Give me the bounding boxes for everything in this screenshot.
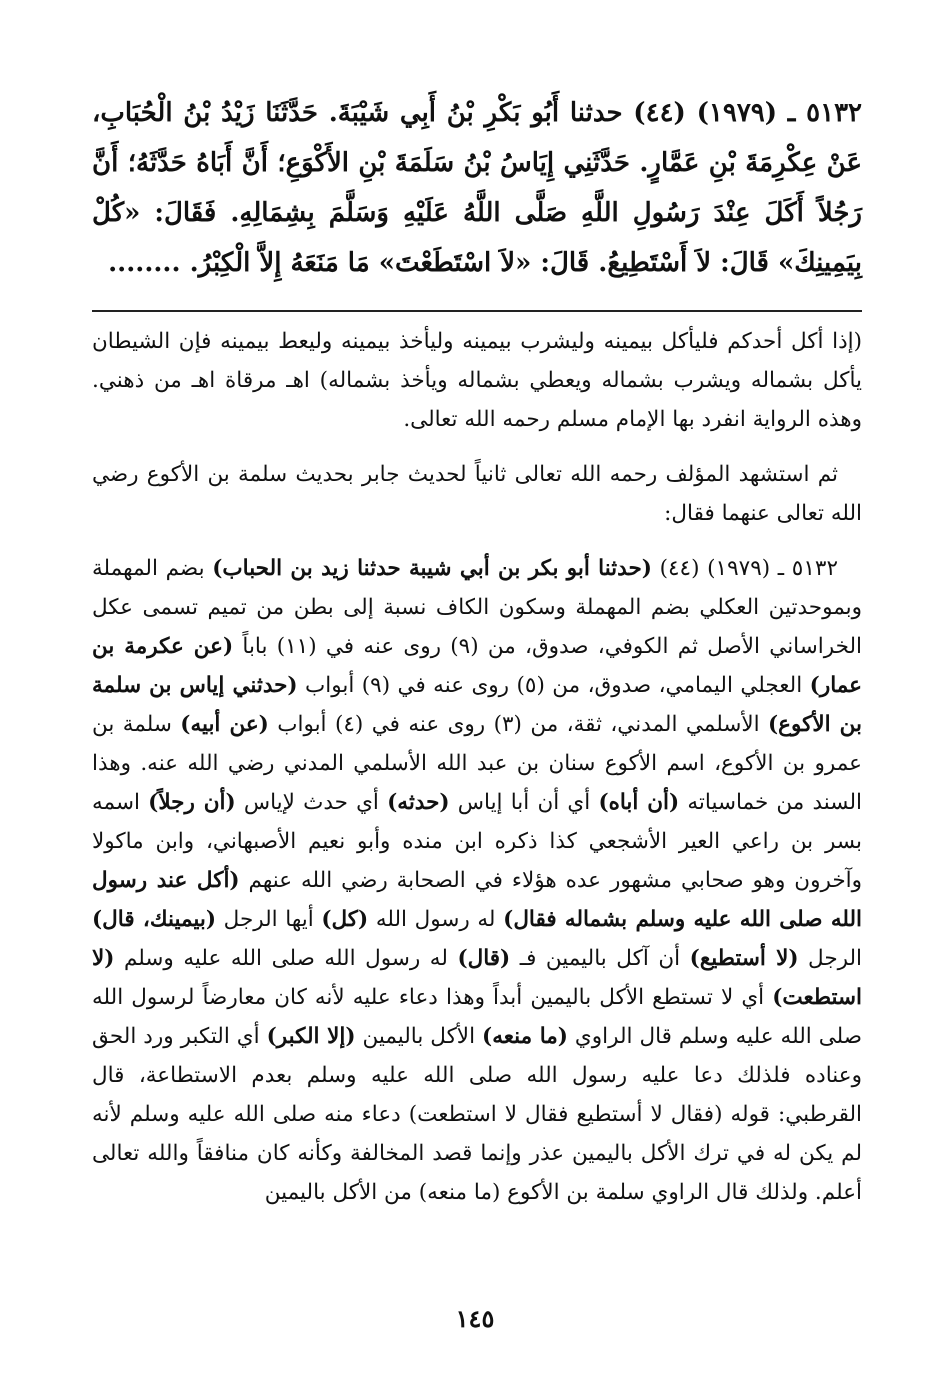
quoted-phrase: (أكل عند رسول الله صلى الله عليه وسلم بشماله فقال) bbox=[92, 868, 863, 932]
narration-chain: (عن أبيه) bbox=[180, 712, 269, 737]
explanation-text: أي أن أبا إياس bbox=[449, 790, 599, 815]
explanation-text: أي التكبر ورد الحق وعناده فلذلك دعا عليه رسول الله صلى الله عليه وسلم بعدم الاستطاعة، قال القرطبي: قوله (فقال لا أستطيع فقال لا استطعت) دعاء منه صلى الله عليه وسلم لأنه لم يكن له في ترك الأكل باليمين عذر وإنما قصد المخالفة وكأنه كان منافقاً والله تعالى أعلم. ولذلك قال الراوي سلمة بن الأكوع (ما منعه) من الأكل باليمين bbox=[92, 1024, 862, 1205]
explanation-text: أن آكل باليمين فـ bbox=[510, 946, 690, 971]
explanation-text: له رسول الله صلى الله عليه وسلم bbox=[114, 946, 458, 971]
narration-chain: (حدثنا أبو بكر بن أبي شيبة حدثنا زيد بن الحباب) bbox=[212, 556, 652, 581]
quoted-phrase: (ما منعه) bbox=[482, 1024, 568, 1049]
explanation-text: الأكل باليمين bbox=[355, 1024, 483, 1049]
narration-chain: (عن عكرمة بن عمار) bbox=[92, 634, 863, 698]
commentary-paragraph-3 bbox=[92, 549, 862, 1212]
quoted-phrase: (حدثه) bbox=[387, 790, 450, 815]
page-number: ١٤٥ bbox=[455, 1304, 495, 1333]
narration-chain: (حدثني إياس بن سلمة بن الأكوع) bbox=[92, 673, 862, 737]
narrator-note: الأسلمي المدني، ثقة، من (٣) روى عنه في (٤) أبواب bbox=[268, 712, 768, 737]
commentary-paragraph-1: (إذا أكل أحدكم فليأكل بيمينه وليشرب بيمينه وليأخذ بيمينه وليعط بيمينه فإن الشيطان يأكل بشماله ويشرب بشماله ويعطي بشماله ويأخذ بشماله) اهـ مرقاة اهـ من ذهني. وهذه الرواية انفرد بها الإمام مسلم رحمه الله تعالى. bbox=[92, 329, 862, 432]
explanation-text: له رسول الله bbox=[368, 907, 504, 932]
quoted-phrase: (لا استطعت) bbox=[92, 946, 862, 1010]
narrator-note: بضم المهملة وبموحدتين العكلي بضم المهملة وسكون الكاف نسبة إلى بطن من تميم تسمى عكل الخراساني الأصل ثم الكوفي، صدوق، من (٩) روى عنه في (١١) باباً bbox=[92, 556, 862, 659]
narrator-note: سلمة بن عمرو بن الأكوع، اسم الأكوع سنان بن عبد الله الأسلمي المدني رضي الله عنه. وهذا السند من خماسياته bbox=[92, 712, 863, 815]
explanation-text: أيها الرجل bbox=[216, 907, 322, 932]
footnote-divider bbox=[92, 310, 862, 312]
commentary-paragraph-2: ثم استشهد المؤلف رحمه الله تعالى ثانياً لحديث جابر بحديث سلمة بن الأكوع رضي الله تعالى عنهما فقال: bbox=[92, 462, 862, 526]
quoted-phrase: (أن أباه) bbox=[598, 790, 680, 815]
explanation-text: أي لا تستطع الأكل باليمين أبداً وهذا دعاء عليه لأنه كان معارضاً لرسول الله صلى الله عليه وسلم قال الراوي bbox=[92, 985, 862, 1049]
quoted-phrase: (أن رجلاً) bbox=[148, 790, 236, 815]
narrator-note: العجلي اليمامي، صدوق، من (٥) روى عنه في (٩) أبواب bbox=[297, 673, 810, 698]
quoted-phrase: (لا أستطيع) bbox=[689, 946, 799, 971]
quoted-phrase: (بيمينك، قال) bbox=[92, 907, 217, 932]
page-body bbox=[92, 88, 862, 1308]
explanation-text: أي حدث لإياس bbox=[235, 790, 388, 815]
hadith-text: ٥١٣٢ ـ (١٩٧٩) (٤٤) حدثنا أَبُو بَكْرِ بْنُ أَبِي شَيْبَةَ. حَدَّثَنَا زَيْدُ بْنُ الْحُبَابِ، عَنْ عِكْرِمَةَ بْنِ عَمَّارٍ. حَدَّثَنِي إِيَاسُ بْنُ سَلَمَةَ بْنِ الأَكْوَعِ؛ أَنَّ أَبَاهُ حَدَّثَهُ؛ أَنَّ رَجُلاً أَكَلَ عِنْدَ رَسُولِ اللَّهِ صَلَّى اللَّهُ عَلَيْهِ وَسَلَّمَ بِشِمَالِهِ. فَقَالَ: «كُلْ بِيَمِينِكَ» قَالَ: لاَ أَسْتَطِيعُ. قَالَ: «لاَ اسْتَطَعْتَ» مَا مَنَعَهُ إِلاَّ الْكِبْرُ. ........ bbox=[92, 98, 862, 278]
explanation-text: الرجل bbox=[798, 946, 863, 971]
quoted-phrase: (كل) bbox=[321, 907, 369, 932]
explanation-text: اسمه بسر بن راعي العير الأشجعي كذا ذكره ابن منده وأبو نعيم الأصبهاني، وابن ماكولا وآخرون وهو صحابي مشهور عده هؤلاء في الصحابة رضي الله عنهم bbox=[92, 790, 862, 893]
hadith-number: ٥١٣٢ ـ (١٩٧٩) (٤٤) bbox=[651, 556, 838, 581]
quoted-phrase: (إلا الكبر) bbox=[266, 1024, 356, 1049]
quoted-phrase: (قال) bbox=[457, 946, 511, 971]
